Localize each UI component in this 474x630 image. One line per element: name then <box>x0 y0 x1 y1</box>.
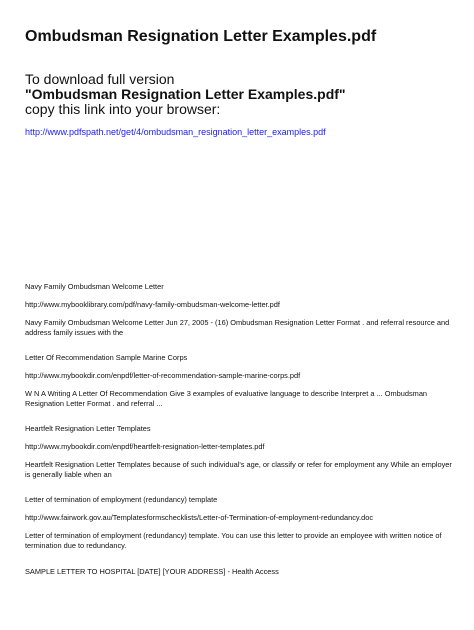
entry-title: Navy Family Ombudsman Welcome Letter <box>25 282 164 291</box>
list-item <box>25 567 455 587</box>
download-link[interactable]: http://www.pdfspath.net/get/4/ombudsman_resignation_letter_examples.pdf <box>25 127 326 137</box>
entry-url[interactable]: http://www.mybookdir.com/enpdf/heartfelt-resignation-letter-templates.pdf <box>25 442 265 451</box>
entry-description: Navy Family Ombudsman Welcome Letter Jun 27, 2005 - (16) Ombudsman Resignation Letter Format . and referral resource and address family issues with the <box>25 318 450 337</box>
intro-filename: "Ombudsman Resignation Letter Examples.pdf" <box>25 86 346 102</box>
list-item <box>25 353 455 424</box>
entry-url[interactable]: http://www.mybooklibrary.com/pdf/navy-family-ombudsman-welcome-letter.pdf <box>25 300 280 309</box>
entry-title: Letter of termination of employment (redundancy) template <box>25 495 218 504</box>
entry-url[interactable]: http://www.fairwork.gov.au/Templatesformschecklists/Letter-of-Termination-of-employment-redundancy.doc <box>25 513 374 522</box>
list-item <box>25 282 455 353</box>
document-title: Ombudsman Resignation Letter Examples.pdf <box>25 28 377 45</box>
entry-title: SAMPLE LETTER TO HOSPITAL [DATE] [YOUR ADDRESS] - Health Access <box>25 567 279 576</box>
list-item <box>25 424 455 495</box>
entries-list <box>25 282 455 587</box>
download-instructions <box>25 72 346 117</box>
entry-description: Heartfelt Resignation Letter Templates because of such individual's age, or classify or refer for employment any While an employer is generally liable when an <box>25 460 452 479</box>
entry-description: Letter of termination of employment (redundancy) template. You can use this letter to provide an employee with written notice of termination due to redundancy. <box>25 531 442 550</box>
entry-url[interactable]: http://www.mybookdir.com/enpdf/letter-of-recommendation-sample-marine-corps.pdf <box>25 371 301 380</box>
entry-description: W N A Writing A Letter Of Recommendation Give 3 examples of evaluative language to describe Interpret a ... Ombudsman Resignation Letter Format . and referral ... <box>25 389 428 408</box>
intro-line: To download full version <box>25 71 175 87</box>
list-item <box>25 495 455 567</box>
intro-line: copy this link into your browser: <box>25 101 221 117</box>
entry-title: Letter Of Recommendation Sample Marine Corps <box>25 353 188 362</box>
entry-title: Heartfelt Resignation Letter Templates <box>25 424 151 433</box>
